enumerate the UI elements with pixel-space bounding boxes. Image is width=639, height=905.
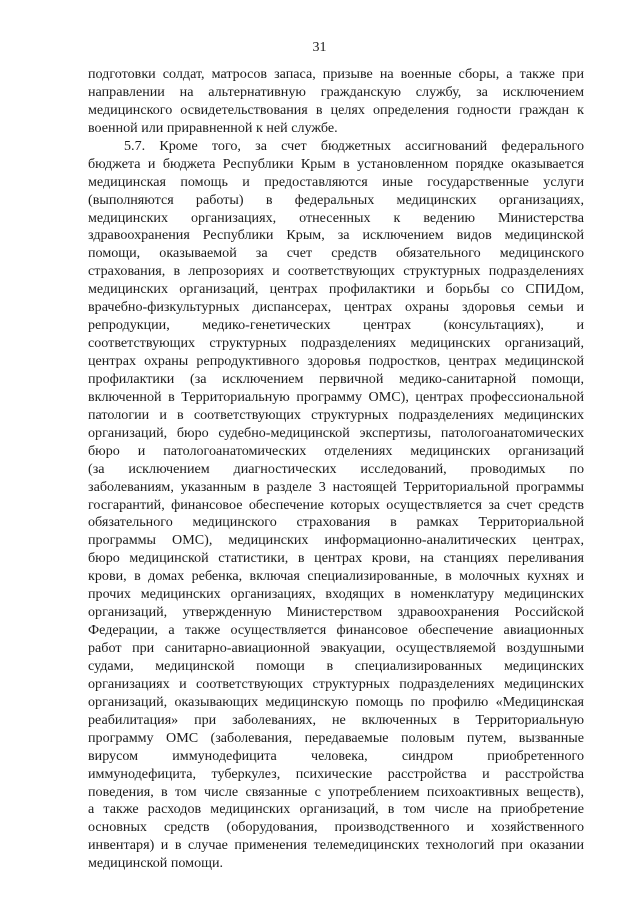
text-line: медицинской помощи. (88, 855, 224, 872)
text-line: соответствующих структурных подразделениях медицинских организаций, (88, 335, 584, 352)
text-line: а также расходов медицинских организаций, в том числе на приобретение (88, 801, 584, 818)
text-line: 5.7. Кроме того, за счет бюджетных ассигнований федерального (124, 137, 584, 154)
text-line: медицинская помощь и предоставляются иные государственные услуги (88, 173, 584, 190)
text-line: реабилитация» при заболеваниях, не включенных в Территориальную (88, 711, 584, 728)
text-line: медицинского освидетельствования в целях определения годности граждан к (88, 101, 584, 118)
text-line: организаций, бюро судебно-медицинской экспертизы, патологоанатомических (88, 424, 584, 441)
text-line: организаций, утвержденную Министерством здравоохранения Российской (88, 604, 584, 621)
text-line: обязательного медицинского страхования в рамках Территориальной (88, 514, 584, 531)
text-line: профилактики (за исключением первичной медико-санитарной помощи, (88, 370, 584, 387)
text-line: военной или приравненной к ней службе. (88, 119, 338, 136)
text-line: центрах охраны репродуктивного здоровья подростков, центрах медицинской (88, 353, 584, 369)
text-line: основных средств (оборудования, производственного и хозяйственного (88, 819, 584, 836)
text-line: заболеваниям, указанным в разделе 3 настоящей Территориальной программы (88, 478, 584, 495)
text-line: судами, медицинской помощи в специализированных медицинских (88, 657, 584, 674)
text-line: репродукции, медико-генетических центрах (консультациях), и (88, 317, 584, 334)
text-line: Федерации, а также осуществляется финансовое обеспечение авиационных (88, 622, 584, 639)
text-line: (выполняются работы) в федеральных медицинских организациях, (88, 191, 584, 208)
text-line: иммунодефицита, туберкулез, психические расстройства и расстройства (88, 765, 584, 782)
text-line: страхования, в лепрозориях и соответствующих структурных подразделениях (88, 263, 584, 280)
page-number: 31 (312, 40, 327, 55)
text-line: включенной в Территориальную программу ОМС), центрах профессиональной (88, 388, 584, 405)
text-line: врачебно-физкультурных диспансерах, центрах охраны здоровья семьи и (88, 299, 584, 316)
text-line: помощи, оказываемой за счет средств обязательного медицинского (88, 245, 584, 262)
text-line: программу ОМС (заболевания, передаваемые половым путем, вызванные (88, 729, 584, 746)
text-line: организаций, оказывающих медицинскую помощь по профилю «Медицинская (88, 693, 584, 710)
text-line: (за исключением диагностических исследований, проводимых по (88, 460, 584, 477)
body-text (88, 66, 584, 873)
text-line: крови, в домах ребенка, включая специализированные, в молочных кухнях и (88, 568, 584, 585)
text-line: бюро и патологоанатомических отделениях медицинских организаций (88, 442, 584, 459)
text-line: здравоохранения Республики Крым, за исключением видов медицинской (88, 227, 584, 244)
text-line: бюджета и бюджета Республики Крым в установленном порядке оказывается (88, 155, 584, 172)
text-line: патологии и в соответствующих структурных подразделениях медицинских (88, 406, 584, 423)
text-line: медицинских организаций, центрах профилактики и борьбы со СПИДом, (88, 281, 584, 298)
text-line: медицинских организациях, отнесенных к ведению Министерства (88, 209, 584, 226)
text-line: подготовки солдат, матросов запаса, призыве на военные сборы, а также при (88, 66, 584, 82)
text-line: вирусом иммунодефицита человека, синдром приобретенного (88, 747, 584, 764)
text-line: прочих медицинских организациях, входящих в номенклатуру медицинских (88, 586, 584, 603)
text-line: организациях и соответствующих структурных подразделениях медицинских (88, 675, 584, 692)
text-line: работ при санитарно-авиационной эвакуации, осуществляемой воздушными (88, 640, 584, 656)
text-line: госгарантий, финансовое обеспечение которых осуществляется за счет средств (88, 496, 584, 513)
text-line: программы ОМС), медицинских информационно-аналитических центрах, (88, 532, 584, 549)
text-line: направлении на альтернативную гражданскую службу, за исключением (88, 83, 584, 100)
text-line: бюро медицинской статистики, в центрах крови, на станциях переливания (88, 550, 584, 567)
text-line: поведения, в том числе связанные с употреблением психоактивных веществ), (88, 783, 584, 800)
text-line: инвентаря) и в случае применения телемедицинских технологий при оказании (88, 837, 584, 854)
